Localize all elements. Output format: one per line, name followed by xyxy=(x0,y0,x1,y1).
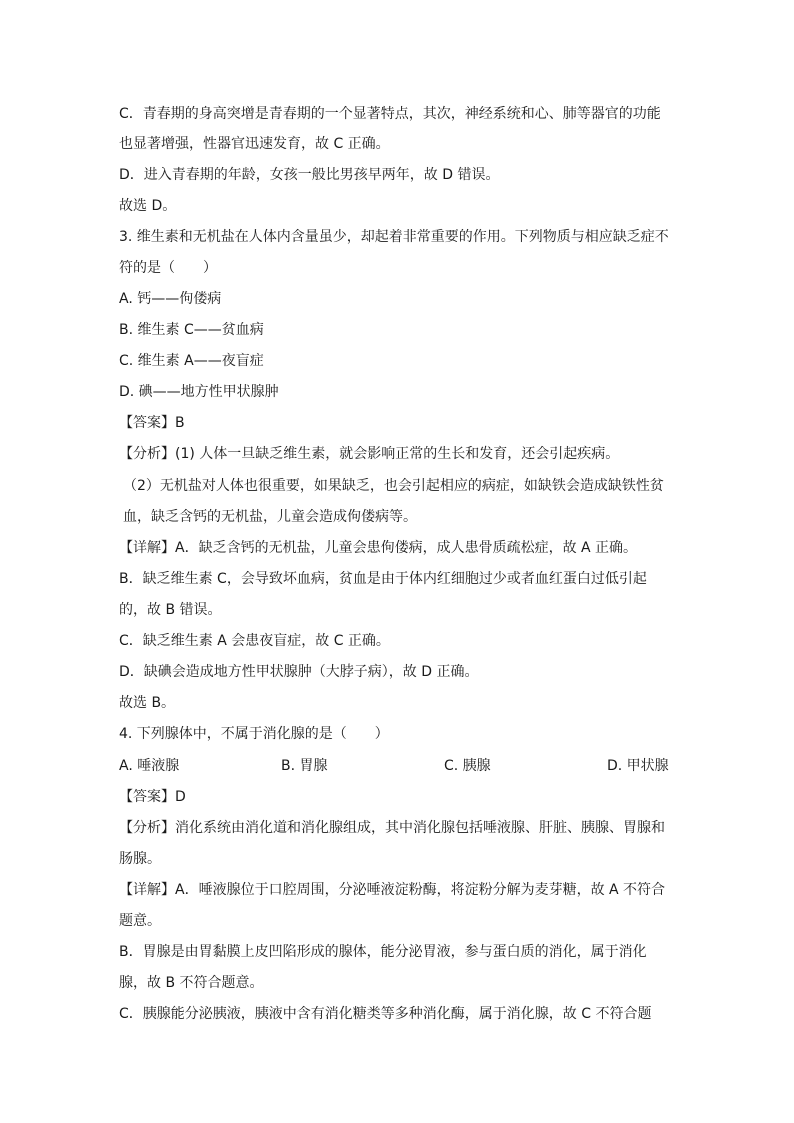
text-line: 腺，故 B 不符合题意。 xyxy=(119,975,264,991)
text-line: 【详解】A．唾液腺位于口腔周围，分泌唾液淀粉酶，将淀粉分解为麦芽糖，故 A 不符合 xyxy=(119,882,666,898)
text-line: C．缺乏维生素 A 会患夜盲症，故 C 正确。 xyxy=(119,633,390,649)
text-line: （2）无机盐对人体也很重要，如果缺乏，也会引起相应的病症，如缺铁会造成缺铁性贫 xyxy=(123,478,664,494)
text-line: 符的是（ ） xyxy=(119,260,217,276)
text-line: 肠腺。 xyxy=(119,851,161,867)
text-line: 【分析】(1) 人体一旦缺乏维生素，就会影响正常的生长和发育，还会引起疾病。 xyxy=(119,446,620,462)
text-line: 故选 D。 xyxy=(119,198,177,214)
text-line: C．青春期的身高突增是青春期的一个显著特点，其次，神经系统和心、肺等器官的功能 xyxy=(119,106,661,122)
text-line: C. 维生素 A——夜盲症 xyxy=(119,353,264,369)
text-line: A. 钙——佝偻病 xyxy=(119,291,222,307)
text-line: D．缺碘会造成地方性甲状腺肿（大脖子病），故 D 正确。 xyxy=(119,664,479,680)
text-line: B．缺乏维生素 C，会导致坏血病，贫血是由于体内红细胞过少或者血红蛋白过低引起 xyxy=(119,571,647,587)
text-line: 故选 B。 xyxy=(119,695,176,711)
text-line: D. 碘——地方性甲状腺肿 xyxy=(119,384,279,400)
text-line: 【答案】D xyxy=(119,789,186,805)
text-line: B．胃腺是由胃黏膜上皮凹陷形成的腺体，能分泌胃液，参与蛋白质的消化，属于消化 xyxy=(119,944,647,960)
text-line: B. 维生素 C——贫血病 xyxy=(119,322,264,338)
option-c: C. 胰腺 xyxy=(444,758,491,774)
option-d: D. 甲状腺 xyxy=(607,758,669,774)
text-line: 【分析】消化系统由消化道和消化腺组成，其中消化腺包括唾液腺、肝脏、胰腺、胃腺和 xyxy=(119,820,665,836)
option-b: B. 胃腺 xyxy=(281,758,328,774)
text-line: 3. 维生素和无机盐在人体内含量虽少，却起着非常重要的作用。下列物质与相应缺乏症不 xyxy=(119,229,669,245)
text-line: 【详解】A．缺乏含钙的无机盐，儿童会患佝偻病，成人患骨质疏松症，故 A 正确。 xyxy=(119,540,638,556)
option-a: A. 唾液腺 xyxy=(119,758,180,774)
text-line: 4. 下列腺体中，不属于消化腺的是（ ） xyxy=(119,726,389,742)
text-line: 题意。 xyxy=(119,913,161,929)
text-line: 【答案】B xyxy=(119,415,185,431)
text-line: 也显著增强，性器官迅速发育，故 C 正确。 xyxy=(119,136,390,152)
text-line: 血，缺乏含钙的无机盐，儿童会造成佝偻病等。 xyxy=(123,509,417,525)
text-line: C．胰腺能分泌胰液，胰液中含有消化糖类等多种消化酶，属于消化腺，故 C 不符合题 xyxy=(119,1006,652,1022)
text-line: 的，故 B 错误。 xyxy=(119,602,222,618)
text-line: D．进入青春期的年龄，女孩一般比男孩早两年，故 D 错误。 xyxy=(119,167,500,183)
